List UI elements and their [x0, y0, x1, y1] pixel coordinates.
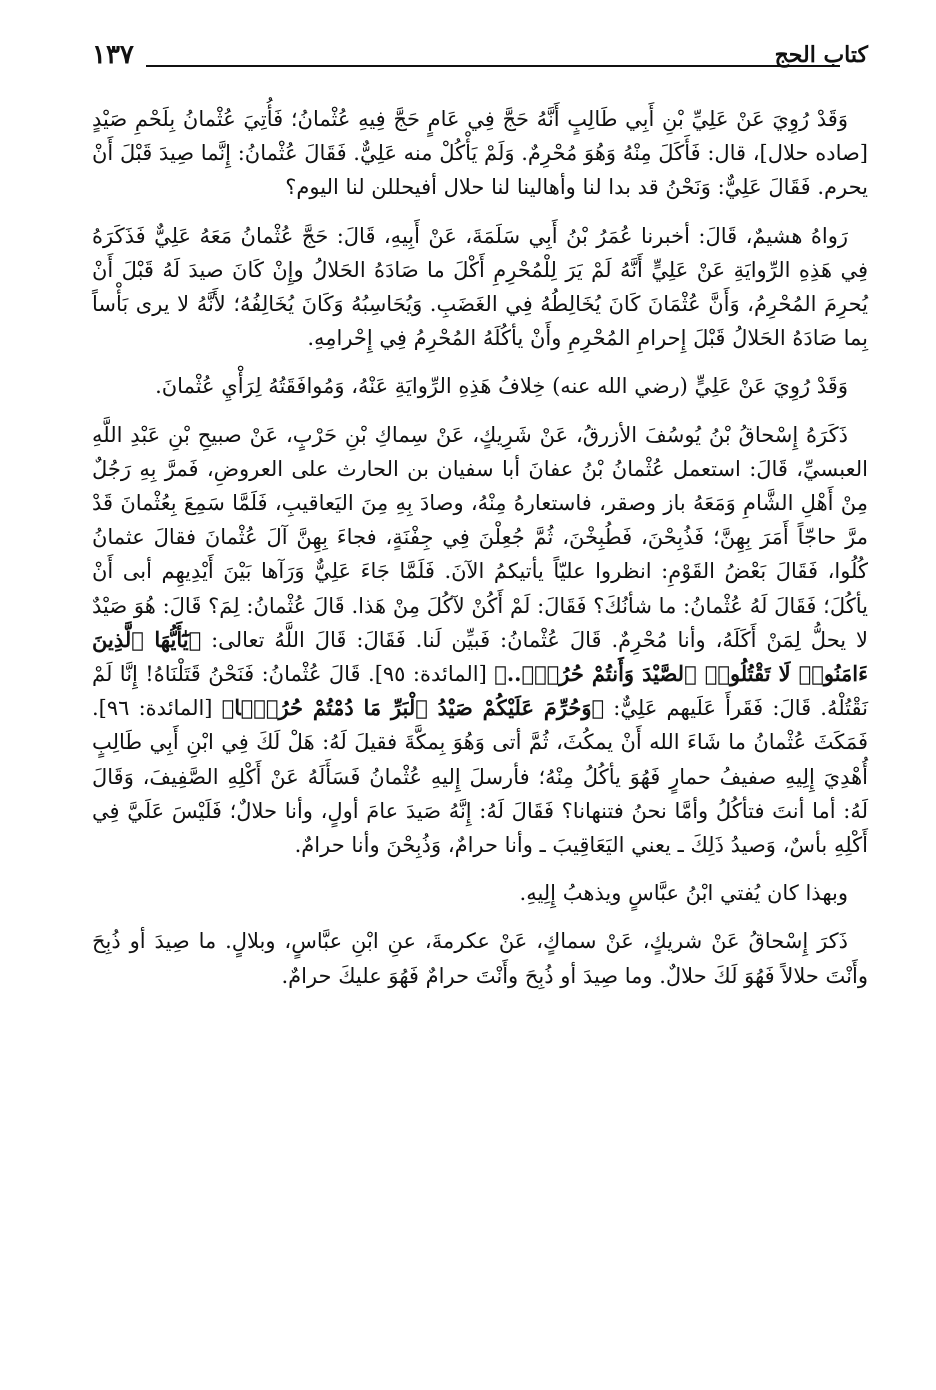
header-rule	[146, 65, 840, 67]
running-header	[92, 40, 868, 74]
paragraph-1: وَقَدْ رُوِيَ عَنْ عَلِيِّ بْنِ أَبِي طَالِبٍ أَنَّهُ حَجَّ فِي عَامٍ حَجَّ فِيهِ عُثْمانُ؛ فَأُتِيَ عُثْمانُ بِلَحْمِ صَيْدٍ [صاده حلال]، قال: فَأَكَلَ مِنْهُ وَهُوَ مُحْرِمٌ. وَلَمْ يَأْكُلْ منه عَلِيٌّ. فَقَالَ عُثْمانُ: إِنَّما صِيدَ قَبْلَ أَنْ يحرم. فَقَالَ عَلِيٌّ: وَنَحْنُ قد بدا لنا وأهالينا لنا حلال أفيحللن لنا اليوم؟	[92, 107, 868, 200]
narration-text: [المائدة: ٩٥]. قَالَ عُثْمانُ: فَنَحْنُ قَتَلْنَاهُ! إِنَّا لَمْ نَقْتُلْهُ. قَالَ: فَقَرأَ عَلَيهم عَلِيٌّ:	[92, 662, 868, 721]
paragraph-3: وَقَدْ رُوِيَ عَنْ عَلِيٍّ (رضي الله عنه) خِلافُ هَذِهِ الرِّوايَةِ عَنْهُ، وَمُوافَقَتُهُ لِرَأْيِ عُثْمانَ.	[155, 374, 848, 399]
paragraph-5: وبهذا كان يُفتي ابْنُ عبَّاسٍ ويذهبُ إِلِيهِ.	[519, 881, 848, 906]
paragraph-2: رَواهُ هشيمٌ، قَالَ: أخبرنا عُمَرُ بْنُ أَبِي سَلَمَةَ، عَنْ أَبِيهِ، قَالَ: حَجَّ عُثْمانُ مَعَهُ عَلِيٌّ فَذَكَرَهُ فِي هَذِهِ الرِّوايَةِ عَنْ عَلِيٍّ أَنَّهُ لَمْ يَرَ لِلْمُحْرِمِ أَكْلَ ما صَادَهُ الحَلالُ وإِنْ كَانَ صيدَ لَهُ قَبْلَ أَنْ يُحرِمَ المُحْرِمُ، وَأَنَّ عُثْمَانَ كَانَ يُخَالِطُهُ فِي الغَضَبِ. وَيُحَاسِبُهُ وَكَانَ يُخَالِفُهُ؛ لأَنَّهُ لا يرى بَأْساً بِما صَادَهُ الحَلالُ قَبْلَ إِحرامِ المُحْرِمِ وأَنْ يأكُلَهُ المُحْرِمُ فِي إِحْرامِهِ.	[92, 223, 868, 351]
paragraph-6: ذَكرَ إِسْحاقُ عَنْ شريكٍ، عَنْ سماكٍ، عَنْ عكرمةَ، عنِ ابْنِ عبَّاسٍ، وبلالٍ. ما صِيدَ أو ذُبِحَ وأَنْتَ حلالاً فَهُوَ لَكَ حلالٌ. وما صِيدَ أو ذُبِحَ وأَنْتَ حرامٌ فَهُوَ عليكَ حرامٌ.	[92, 929, 868, 988]
paragraph-4	[92, 418, 868, 863]
quran-verse: ﴿يَٰٓأَيُّهَا ٱلَّذِينَ ءَامَنُوا۟ لَا تَقْتُلُوا۟ ٱلصَّيْدَ وَأَنتُمْ حُرُمٌۭ..﴾	[92, 626, 868, 687]
book-title: كتاب الحج	[774, 42, 868, 68]
page-number: ١٣٧	[92, 40, 134, 70]
narration-text: ذَكَرَهُ إِسْحاقُ بْنُ يُوسُفَ الأزرقُ، عَنْ شَرِيكٍ، عَنْ سِماكِ بْنِ حَرْبٍ، عَنْ صبيحِ بْنِ عَبْدِ اللَّهِ العبسيِّ، قَالَ: استعمل عُثْمانُ بْنُ عفانَ أبا سفيان بن الحارث على العروضِ، فَمرَّ بِهِ رَجُلٌ مِنْ أَهْلِ الشَّامِ وَمَعَهُ باز وصقر، فاستعارهُ مِنْهُ، وصادَ بِهِ مِنَ اليَعاقيبِ، فَلَمَّا سَمِعَ بِعُثْمانَ قَدْ مرَّ حاجّاً أَمَرَ بِهِنَّ؛ فَذُبِحْنَ، فَطُبِخْنَ، ثُمَّ جُعِلْنَ فِي جِفْنَةٍ، فجاءَ بِهِنَّ آلَ عُثْمانَ فقالَ عثمانُ كُلُوا، فَقَالَ بَعْضُ القَوْمِ: انظروا عليّاً يأتيكمُ الآنَ. فَلَمَّا جَاءَ عَلِيٌّ وَرَآها بَيْنَ أَيْدِيهِم أبى أَنْ يأكُلَ؛ فَقَالَ لَهُ عُثْمانُ: ما شأنُكَ؟ فَقَالَ: لَمْ أَكُنْ لآكُلَ مِنْ هَذا. قَالَ عُثْمانُ: لِمَ؟ قَالَ: هُوَ صَيْدٌ لا يحلُّ لِمَنْ أَكَلَهُ، وأنا مُحْرِمٌ. قَالَ عُثْمانُ: فَبيِّن لَنا. فَقَالَ: قَالَ اللَّهُ تعالى:	[92, 422, 868, 652]
quran-verse: ﴿وَحُرِّمَ عَلَيْكُمْ صَيْدُ ٱلْبَرِّ مَا دُمْتُمْ حُرُمًۭا﴾	[221, 695, 605, 721]
narration-text: [المائدة: ٩٦]. فَمَكَثَ عُثْمانُ ما شَاءَ الله أَنْ يمكُثَ، ثُمَّ أتى وَهُوَ بِمكَّةَ فقيلَ لَهُ: هَلْ لَكَ فِي ابْنِ أَبِي طَالِبٍ أُهْدِيَ إِلِيهِ صفيفُ حمارٍ فَهُوَ يأكُلُ مِنْهُ؛ فأرسلَ إِليهِ عُثْمانُ فَسَأَلَهُ عَنْ أَكْلِهِ الصَّفِيفَ، وَقَالَ لَهُ: أما أنتَ فتأكُلُ وأمَّا نحنُ فتنهانا؟ فَقَالَ لَهُ: إِنَّهُ صَيدَ عامَ أولٍ، وأنا حلالٌ؛ فَلَيْسَ عَلَيَّ فِي أَكْلِهِ بأسٌ، وَصيدُ ذَلِكَ ـ يعني اليَعَاقِيبَ ـ وأنا حرامٌ، وَذُبِحْنَ وأنا حرامٌ.	[92, 696, 868, 858]
page-body	[92, 102, 868, 1007]
